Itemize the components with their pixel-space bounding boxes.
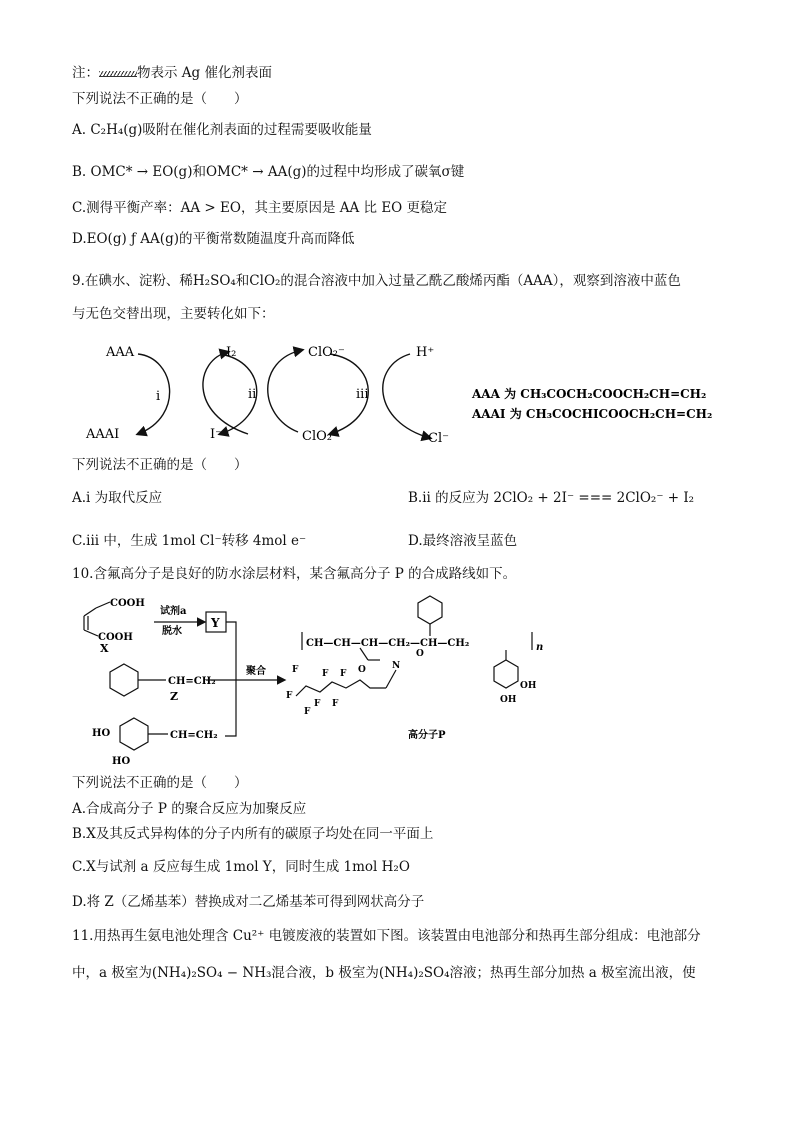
svg-text:F: F	[304, 707, 311, 717]
q8-option-c: C.测得平衡产率：AA > EO，其主要原因是 AA 比 EO 更稳定	[72, 200, 448, 216]
q8-stem: 下列说法不正确的是（ ）	[72, 91, 248, 107]
svg-text:COOH: COOH	[98, 632, 133, 643]
svg-text:Z: Z	[170, 690, 179, 703]
q9-stem: 下列说法不正确的是（ ）	[72, 457, 248, 473]
compound-y: Y	[211, 616, 220, 630]
label-step-iii: iii	[356, 387, 369, 402]
q10-stem: 下列说法不正确的是（ ）	[72, 775, 248, 791]
polymer-p	[286, 596, 543, 741]
svg-text:HO: HO	[92, 728, 111, 739]
label-aaa: AAA	[106, 345, 135, 360]
label-iminus: I⁻	[210, 427, 222, 442]
arrow-ii-right	[268, 350, 302, 432]
q8-option-b: B. OMC* → EO(g)和OMC* → AA(g)的过程中均形成了碳氧σ键	[72, 164, 465, 180]
compound-z	[110, 664, 216, 703]
svg-text:CH—CH—CH—CH₂—CH—CH₂: CH—CH—CH—CH₂—CH—CH₂	[306, 638, 470, 649]
q9-line1: 9.在碘水、淀粉、稀H₂SO₄和ClO₂的混合溶液中加入过量乙酰乙酸烯丙酯（AAA），观察到溶液中蓝色	[72, 273, 681, 289]
polymerize-label: 聚合	[246, 666, 266, 677]
polymer-synthesis-scheme	[70, 590, 570, 770]
q9-option-b: B.ii 的反应为 2ClO₂ + 2I⁻ === 2ClO₂⁻ + I₂	[408, 490, 695, 506]
q8-option-a: A. C₂H₄(g)吸附在催化剂表面的过程需要吸收能量	[72, 122, 372, 138]
catalyst-surface-icon	[99, 71, 137, 77]
svg-text:F: F	[322, 669, 329, 679]
svg-text:F: F	[332, 699, 339, 709]
svg-text:O: O	[416, 649, 424, 659]
q10-line1: 10.含氟高分子是良好的防水涂层材料，某含氟高分子 P 的合成路线如下。	[72, 566, 517, 582]
svg-text:F: F	[292, 665, 299, 675]
q10-option-a: A.合成高分子 P 的聚合反应为加聚反应	[72, 801, 307, 817]
q9-line2: 与无色交替出现，主要转化如下：	[72, 306, 275, 322]
q11-line1: 11.用热再生氨电池处理含 Cu²⁺ 电镀废液的装置如下图。该装置由电池部分和热再生部分组成：电池部分	[72, 928, 701, 944]
svg-text:F: F	[314, 699, 321, 709]
compound-vinylcatechol	[92, 718, 218, 767]
note-line	[72, 64, 272, 82]
svg-text:X: X	[100, 642, 109, 655]
label-aaai: AAAI	[86, 427, 120, 442]
svg-text:N: N	[392, 661, 401, 671]
label-hplus: H⁺	[416, 345, 435, 360]
q9-option-c: C.iii 中，生成 1mol Cl⁻转移 4mol e⁻	[72, 533, 307, 549]
svg-text:n: n	[536, 642, 544, 653]
label-clo2: ClO₂	[302, 429, 332, 444]
q10-option-c: C.X与试剂 a 反应每生成 1mol Y，同时生成 1mol H₂O	[72, 859, 410, 875]
dehydrate-label: 脱水	[162, 626, 182, 637]
compound-x	[84, 598, 145, 655]
svg-text:F: F	[340, 669, 347, 679]
svg-text:F: F	[286, 691, 293, 701]
svg-text:COOH: COOH	[110, 598, 145, 609]
svg-text:OH: OH	[520, 681, 537, 691]
arrow-i-right	[203, 352, 248, 434]
label-clminus: Cl⁻	[428, 431, 449, 446]
label-i2: I₂	[226, 345, 237, 360]
label-clo2minus: ClO₂⁻	[308, 345, 345, 360]
svg-text:CH=CH₂: CH=CH₂	[168, 676, 216, 687]
redox-cycle-diagram	[80, 336, 740, 454]
q9-option-d: D.最终溶液呈蓝色	[408, 533, 518, 549]
arrow-iii-right	[383, 354, 430, 438]
q10-option-b: B.X及其反式异构体的分子内所有的碳原子均处在同一平面上	[72, 826, 434, 842]
label-step-ii: ii	[248, 387, 257, 402]
q10-option-d: D.将 Z（乙烯基苯）替换成对二乙烯基苯可得到网状高分子	[72, 894, 425, 910]
note-text: 物表示 Ag 催化剂表面	[137, 65, 272, 81]
polymer-p-label: 高分子P	[408, 730, 446, 741]
definition-aaai: AAAI 为 CH₃COCHICOOCH₂CH=CH₂	[472, 407, 713, 421]
q8-option-d: D.EO(g) ƒ AA(g)的平衡常数随温度升高而降低	[72, 231, 355, 247]
note-prefix: 注：	[72, 65, 99, 81]
label-step-i: i	[156, 389, 161, 404]
svg-text:O: O	[358, 665, 366, 675]
svg-text:HO: HO	[112, 756, 131, 767]
reagent-a-label: 试剂a	[160, 606, 187, 617]
svg-text:CH=CH₂: CH=CH₂	[170, 730, 218, 741]
q11-line2: 中，a 极室为(NH₄)₂SO₄ − NH₃混合液，b 极室为(NH₄)₂SO₄溶液；热再生部分加热 a 极室流出液，使	[72, 965, 696, 981]
svg-text:OH: OH	[500, 695, 517, 705]
arrow-i-left	[138, 354, 170, 434]
q9-option-a: A.i 为取代反应	[72, 490, 163, 506]
definition-aaa: AAA 为 CH₃COCH₂COOCH₂CH=CH₂	[472, 387, 707, 401]
